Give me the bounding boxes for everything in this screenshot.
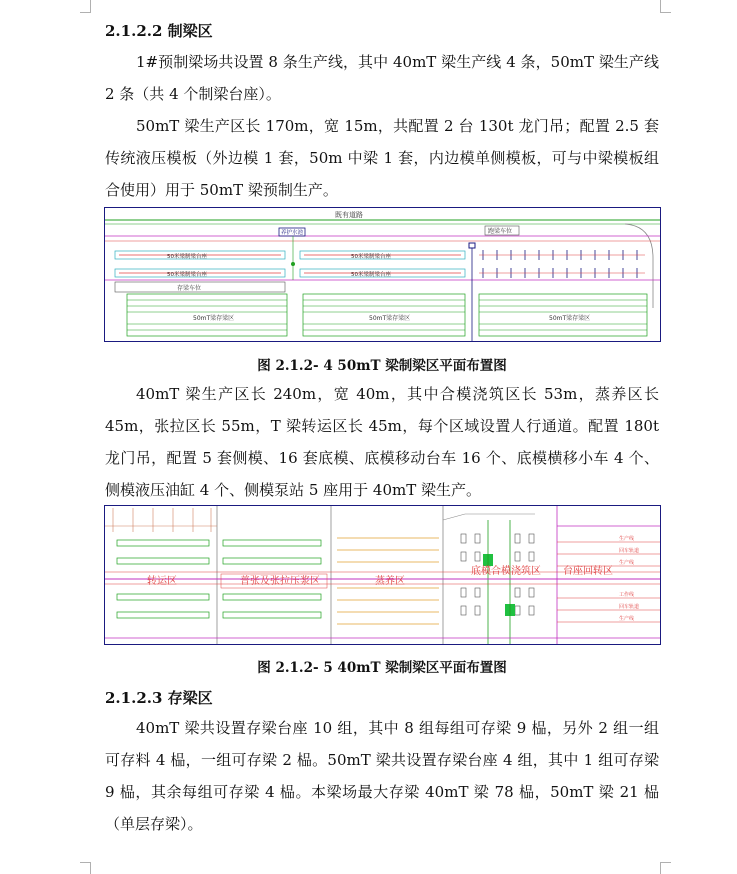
zone2-label: 普张及张拉压浆区 bbox=[240, 576, 320, 587]
side4-label: 工作线 bbox=[619, 592, 635, 598]
figure2-caption: 图 2.1.2- 5 40mT 梁制梁区平面布置图 bbox=[257, 660, 507, 676]
corner-mark-bottom-left bbox=[80, 862, 91, 874]
store2-label: 50mT梁存梁区 bbox=[369, 315, 411, 322]
paragraph-production-lines: 1#预制梁场共设置 8 条生产线，其中 40mT 梁生产线 4 条，50mT 梁生产线 2 条（共 4 个制梁台座）。 bbox=[105, 53, 659, 103]
corner-mark-bottom-right bbox=[660, 862, 671, 874]
side3-label: 生产线 bbox=[619, 560, 635, 566]
zone3-label: 蒸养区 bbox=[375, 576, 405, 587]
paragraph-40m-area: 40mT 梁生产区长 240m，宽 40m，其中合模浇筑区长 53m，蒸养区长 45m，张拉区长 55m，T 梁转运区长 45m，每个区域设置人行通道。配置 180t 龙门吊，配置 5 套侧模、16 套底模、底模移动台车 16 个、底模横移小车 4 个、侧模液压油缸 4 个、侧模泵站 5 座用于 40mT 梁生产。 bbox=[105, 385, 659, 499]
zone5-label: 台座回转区 bbox=[563, 566, 613, 577]
corner-mark-top-right bbox=[660, 0, 671, 13]
corner-mark-top-left bbox=[80, 0, 91, 13]
road-label: 既有道路 bbox=[335, 211, 363, 219]
side1-label: 生产线 bbox=[619, 536, 635, 542]
store3-label: 50mT梁存梁区 bbox=[549, 315, 591, 322]
guard-label: 养护水池 bbox=[281, 230, 304, 236]
figure-50mt-layout bbox=[104, 207, 661, 342]
paragraph-50m-area: 50mT 梁生产区长 170m，宽 15m，共配置 2 台 130t 龙门吊；配置 2.5 套传统液压模板（外边模 1 套，50m 中梁 1 套，内边模单侧模板，可与中梁模板组合使用）用于 50mT 梁预制生产。 bbox=[105, 117, 659, 199]
zone1-label: 转运区 bbox=[147, 576, 177, 587]
section-heading-beam-storage: 2.1.2.3 存梁区 bbox=[105, 689, 213, 707]
line2-label: 50米梁制梁台座 bbox=[167, 272, 207, 278]
cad-drawing-50mt bbox=[105, 208, 660, 341]
figure1-caption: 图 2.1.2- 4 50mT 梁制梁区平面布置图 bbox=[257, 358, 507, 374]
line3-label: 50米梁制梁台座 bbox=[351, 254, 391, 260]
section-heading-beam-making: 2.1.2.2 制梁区 bbox=[105, 22, 213, 40]
side2-label: 回车轨道 bbox=[619, 548, 640, 554]
paragraph-storage: 40mT 梁共设置存梁台座 10 组，其中 8 组每组可存梁 9 榀，另外 2 组一组可存料 4 榀，一组可存梁 2 榀。50mT 梁共设置存梁台座 4 组，其中 1 组可存梁 9 榀，其余每组可存梁 4 榀。本梁场最大存梁 40mT 梁 78 榀，50mT 梁 21 榀（单层存梁）。 bbox=[105, 719, 659, 833]
line1-label: 50米梁制梁台座 bbox=[167, 254, 207, 260]
store-position-label: 存梁车位 bbox=[177, 285, 202, 292]
zone4-label: 底模合模浇筑区 bbox=[471, 566, 541, 577]
cad-drawing-40mt bbox=[105, 506, 660, 644]
line4-label: 50米梁制梁台座 bbox=[351, 272, 391, 278]
side6-label: 生产线 bbox=[619, 616, 635, 622]
store1-label: 50mT梁存梁区 bbox=[193, 315, 235, 322]
beam-position-label: 跑梁车位 bbox=[488, 228, 513, 235]
side5-label: 回车轨道 bbox=[619, 604, 640, 610]
figure-40mt-layout bbox=[104, 505, 661, 645]
